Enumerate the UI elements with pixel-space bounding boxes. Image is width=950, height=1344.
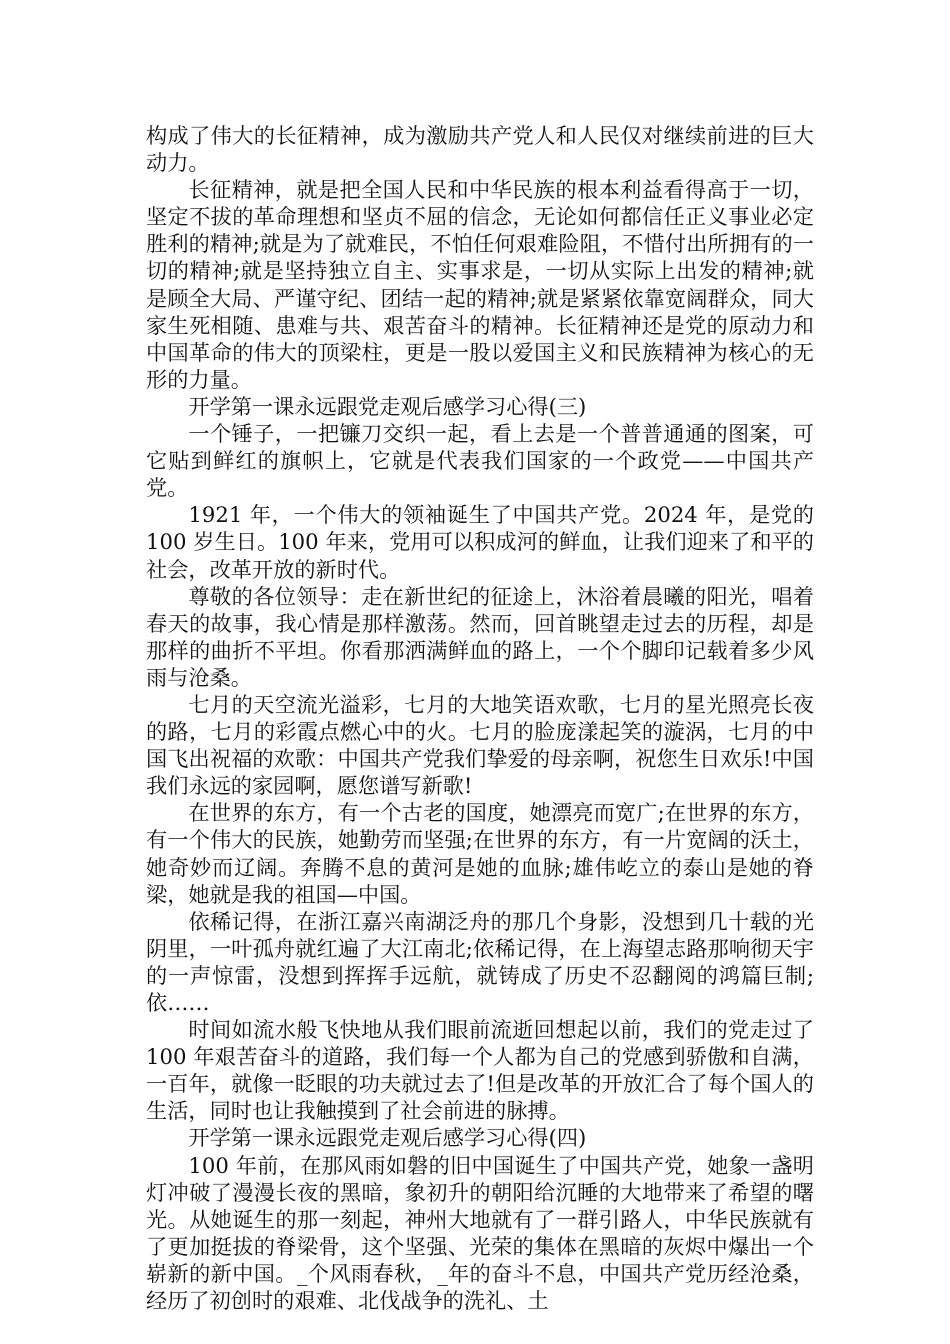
paragraph-1: 构成了伟大的长征精神，成为激励共产党人和人民仅对继续前进的巨大动力。 — [146, 123, 814, 176]
section-heading-3: 开学第一课永远跟党走观后感学习心得(三) — [188, 393, 587, 419]
paragraph-time-flows: 时间如流水般飞快地从我们眼前流逝回想起以前，我们的党走过了 100 年艰苦奋斗的道路，我们每一个人都为自己的党感到骄傲和自满，一百年，就像一眨眼的功夫就过去了!但是改革的开放汇合了每个国人的生活，同时也让我触摸到了社会前进的脉搏。 — [146, 1017, 814, 1124]
paragraph-hammer-sickle: 一个锤子，一把镰刀交织一起，看上去是一个普普通通的图案，可它贴到鲜红的旗帜上，它就是代表我们国家的一个政党——中国共产党。 — [146, 421, 814, 501]
paragraph-respected-leaders: 尊敬的各位领导：走在新世纪的征途上，沐浴着晨曦的阳光，唱着春天的故事，我心情是那样激荡。然而，回首眺望走过去的历程，却是那样的曲折不平坦。你看那洒满鲜血的路上，一个个脚印记载着多少风雨与沧桑。 — [146, 583, 814, 690]
document-page — [146, 122, 814, 1314]
paragraph-east-of-world: 在世界的东方，有一个古老的国度，她漂亮而宽广;在世界的东方，有一个伟大的民族，她勤劳而坚强;在世界的东方，有一片宽阔的沃土，她奇妙而辽阔。奔腾不息的黄河是她的血脉;雄伟屹立的泰山是她的脊梁，她就是我的祖国—中国。 — [146, 800, 814, 907]
paragraph-vaguely-remember: 依稀记得，在浙江嘉兴南湖泛舟的那几个身影，没想到几十载的光阴里，一叶孤舟就红遍了大江南北;依稀记得，在上海望志路那响彻天宇的一声惊雷，没想到挥挥手远航，就铸成了历史不忍翻阅的鸿篇巨制;依…… — [146, 908, 814, 1015]
paragraph-july: 七月的天空流光溢彩，七月的大地笑语欢歌，七月的星光照亮长夜的路，七月的彩霞点燃心中的火。七月的脸庞漾起笑的漩涡，七月的中国飞出祝福的欢歌：中国共产党我们挚爱的母亲啊，祝您生日欢乐!中国我们永远的家园啊，愿您谱写新歌! — [146, 691, 814, 799]
paragraph-100-years-ago: 100 年前，在那风雨如磐的旧中国诞生了中国共产党，她象一盏明灯冲破了漫漫长夜的黑暗，象初升的朝阳给沉睡的大地带来了希望的曙光。从她诞生的那一刻起，神州大地就有了一群引路人，中华民族就有了更加挺拔的脊梁骨，这个坚强、光荣的集体在黑暗的灰烬中爆出一个崭新的新中国。_个风雨春秋，_年的奋斗不息，中国共产党历经沧桑，经历了初创时的艰难、北伐战争的洗礼、土 — [146, 1152, 814, 1314]
paragraph-1921: 1921 年，一个伟大的领袖诞生了中国共产党。2024 年，是党的 100 岁生日。100 年来，党用可以积成河的鲜血，让我们迎来了和平的社会，改革开放的新时代。 — [146, 502, 814, 582]
paragraph-long-march-spirit: 长征精神，就是把全国人民和中华民族的根本利益看得高于一切，坚定不拔的革命理想和坚贞不屈的信念，无论如何都信任正义事业必定胜利的精神;就是为了就难民，不怕任何艰难险阻，不惜付出所拥有的一切的精神;就是坚持独立自主、实事求是，一切从实际上出发的精神;就是顾全大局、严谨守纪、团结一起的精神;就是紧紧依靠宽阔群众，同大家生死相随、患难与共、艰苦奋斗的精神。长征精神还是党的原动力和中国革命的伟大的顶梁柱，更是一股以爱国主义和民族精神为核心的无形的力量。 — [146, 177, 814, 392]
section-heading-4: 开学第一课永远跟党走观后感学习心得(四) — [188, 1125, 587, 1151]
